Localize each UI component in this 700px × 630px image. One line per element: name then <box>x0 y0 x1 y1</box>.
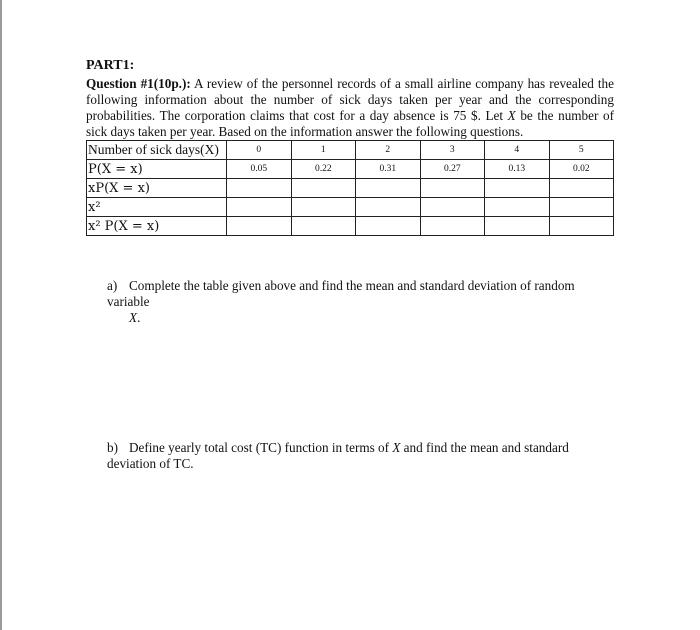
empty-cell <box>420 217 485 236</box>
part-a-text-1: Complete the table given above and find the mean and standard deviation of random variable <box>107 278 575 309</box>
probability-cell: 0.31 <box>356 160 421 179</box>
empty-cell <box>356 217 421 236</box>
empty-cell <box>227 198 292 217</box>
empty-cell <box>291 179 356 198</box>
empty-cell <box>356 198 421 217</box>
empty-cell <box>485 217 550 236</box>
part-a-text-2: . <box>137 310 141 325</box>
table-row-x-squared <box>87 198 614 217</box>
empty-cell <box>420 179 485 198</box>
row-label-probability: P(X = x) <box>87 160 227 179</box>
empty-cell <box>485 179 550 198</box>
question-text-2: be the number of sick days taken per year. Based on the information answer the following questions. <box>86 108 614 139</box>
empty-cell <box>549 217 614 236</box>
table-row-header <box>87 141 614 160</box>
x-value-cell: 0 <box>227 141 292 160</box>
empty-cell <box>291 198 356 217</box>
x-value-cell: 4 <box>485 141 550 160</box>
empty-cell <box>549 179 614 198</box>
question-text-1: A review of the personnel records of a small airline company has revealed the following information about the number of sick days taken per year and the corresponding probabilities. The corporation claims that cost for a day absence is 75 $. Let <box>86 76 614 123</box>
empty-cell <box>485 198 550 217</box>
x-value-cell: 3 <box>420 141 485 160</box>
part-a <box>107 278 615 326</box>
probability-cell: 0.27 <box>420 160 485 179</box>
probability-table <box>86 140 614 236</box>
part-b-text-1: Define yearly total cost (TC) function in terms of <box>129 440 393 455</box>
question-var-x: X <box>507 108 516 123</box>
table-row-x-squared-p <box>87 217 614 236</box>
x-value-cell: 5 <box>549 141 614 160</box>
empty-cell <box>227 217 292 236</box>
row-label-x-squared-p: x² P(X = x) <box>87 217 227 236</box>
part-b-label: b) <box>107 440 118 455</box>
x-value-cell: 2 <box>356 141 421 160</box>
part-title: PART1: <box>86 58 135 73</box>
empty-cell <box>420 198 485 217</box>
part-a-label: a) <box>107 278 118 293</box>
part-b-var: X <box>392 440 401 455</box>
empty-cell <box>227 179 292 198</box>
probability-cell: 0.02 <box>549 160 614 179</box>
empty-cell <box>356 179 421 198</box>
table-row-xp <box>87 179 614 198</box>
row-label-number-of-sick-days: Number of sick days(X) <box>87 141 227 160</box>
part-b <box>107 440 615 472</box>
row-label-x-squared: x² <box>87 198 227 217</box>
question-label: Question #1(10p.): <box>86 76 191 91</box>
part-b-text-2: and find the mean and standard deviation of TC. <box>107 440 569 471</box>
x-value-cell: 1 <box>291 141 356 160</box>
part-a-var: X <box>129 310 138 325</box>
probability-cell: 0.13 <box>485 160 550 179</box>
left-border <box>0 0 2 630</box>
empty-cell <box>549 198 614 217</box>
probability-cell: 0.22 <box>291 160 356 179</box>
probability-cell: 0.05 <box>227 160 292 179</box>
row-label-xp: xP(X = x) <box>87 179 227 198</box>
part-a-continuation <box>107 310 615 326</box>
empty-cell <box>291 217 356 236</box>
document-page <box>86 58 614 236</box>
table-row-probability <box>87 160 614 179</box>
question-paragraph <box>86 76 614 140</box>
